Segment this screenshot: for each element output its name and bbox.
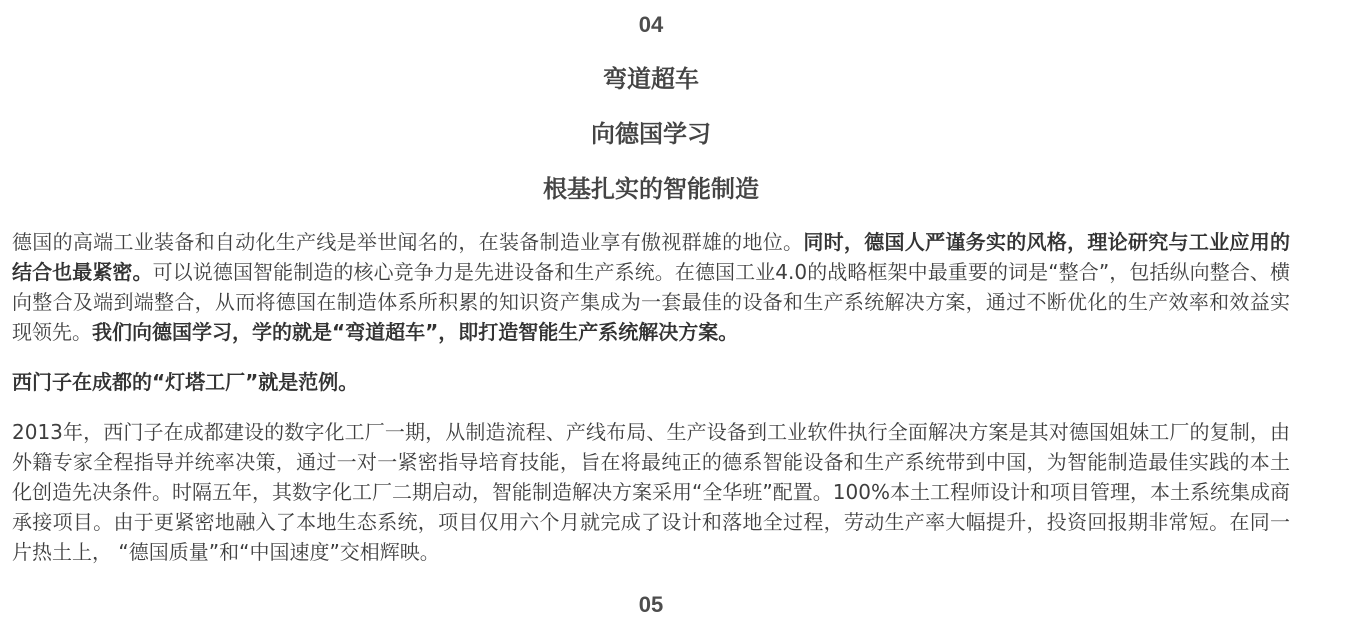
section-title-line-3: 根基扎实的智能制造 [543, 175, 759, 203]
next-section-number: 05 [638, 592, 664, 617]
section-title-line-2: 向德国学习 [591, 120, 711, 148]
section-number: 04 [638, 12, 664, 37]
paragraph-chengdu-factory: 2013年，西门子在成都建设的数字化工厂一期，从制造流程、产线布局、生产设备到工业软件执行全面解决方案是其对德国姐妹工厂的复制，由外籍专家全程指导并统率决策，通过一对一紧密指导培育技能，旨在将最纯正的德系智能设备和生产系统带到中国，为智能制造最佳实践的本土化创造先决条件。时隔五年，其数字化工厂二期启动，智能制造解决方案采用“全华班”配置。100%本土工程师设计和项目管理，本土系统集成商承接项目。由于更紧密地融入了本地生态系统，项目仅用六个月就完成了设计和落地全过程，劳动生产率大幅提升，投资回报期非常短。在同一片热土上， “德国质量”和“中国速度”交相辉映。 [12, 420, 1290, 564]
paragraph-text: 可以说德国智能制造的核心竞争力是先进设备和生产系统。在德国工业4.0的战略框架中最重要的词是“整合”，包括纵向整合、横向整合及端到端整合，从而将德国在制造体系所积累的知识资产集成为一套最佳的设备和生产系统解决方案，通过不断优化的生产效率和效益实现领先。 [12, 260, 1290, 344]
paragraph-germany-manufacturing [12, 227, 1290, 347]
section-title-line-1: 弯道超车 [603, 65, 699, 93]
article-content [12, 0, 1290, 620]
paragraph-emphasis: 我们向德国学习，学的就是“弯道超车”，即打造智能生产系统解决方案。 [92, 320, 739, 344]
paragraph-text: 德国的高端工业装备和自动化生产线是举世闻名的，在装备制造业享有傲视群雄的地位。 [12, 230, 804, 254]
paragraph-emphasis: 同时，德国人严谨务实的风格，理论研究与工业应用的结合也最紧密。 [12, 230, 1291, 284]
paragraph-lighthouse-factory: 西门子在成都的“灯塔工厂”就是范例。 [12, 370, 359, 394]
